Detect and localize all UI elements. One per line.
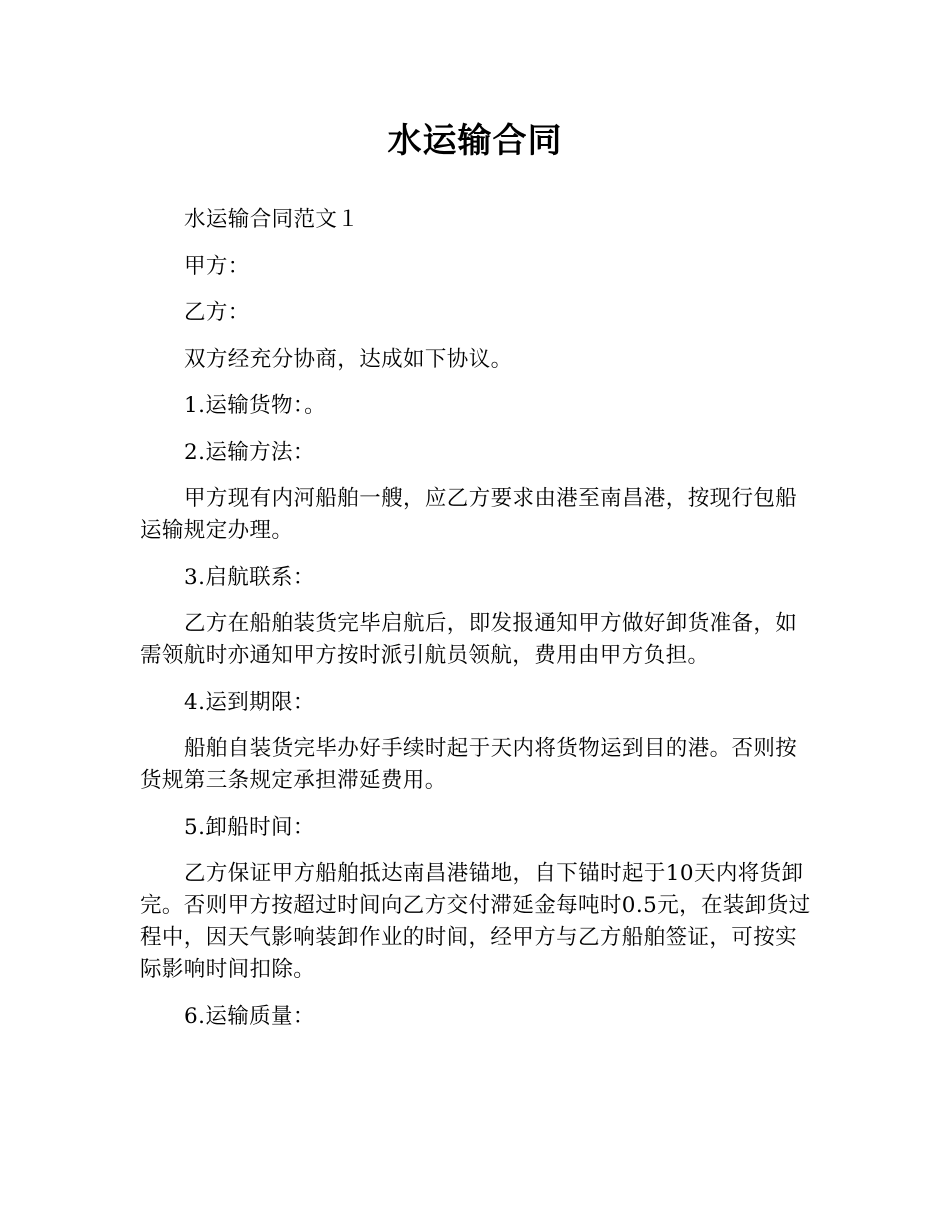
clause-1-heading: 1.运输货物：。 [184, 393, 326, 418]
clause-4-body: 船舶自装货完毕办好手续时起于天内将货物运到目的港。否则按货规第三条规定承担滞延费用。 [140, 736, 798, 793]
clause-5-heading: 5.卸船时间： [184, 814, 315, 840]
clause-5-body: 乙方保证甲方船舶抵达南昌港锚地，自下锚时起于10天内将货卸完。否则甲方按超过时间向乙方交付滞延金每吨时0.5元，在装卸货过程中，因天气影响装卸作业的时间，经甲方与乙方船舶签证，可按实际影响时间扣除。 [140, 861, 811, 982]
clause-2-heading: 2.运输方法： [184, 439, 315, 465]
clause-6-heading: 6.运输质量： [184, 1003, 315, 1029]
document-title: 水运输合同 [387, 121, 563, 161]
document-body [140, 204, 812, 1047]
paragraph-agreement: 双方经充分协商，达成如下协议。 [184, 346, 513, 372]
clause-3-body: 乙方在船舶装货完毕启航后，即发报通知甲方做好卸货准备，如需领航时亦通知甲方按时派引航员领航，费用由甲方负担。 [140, 611, 798, 668]
paragraph-party-a: 甲方： [184, 253, 250, 279]
clause-4-heading: 4.运到期限： [184, 689, 315, 715]
clause-3-heading: 3.启航联系： [184, 564, 315, 590]
paragraph-party-b: 乙方： [184, 300, 250, 325]
paragraph-sample-heading: 水运输合同范文１ [184, 207, 360, 232]
clause-2-body: 甲方现有内河船舶一艘，应乙方要求由港至南昌港，按现行包船运输规定办理。 [140, 486, 798, 543]
